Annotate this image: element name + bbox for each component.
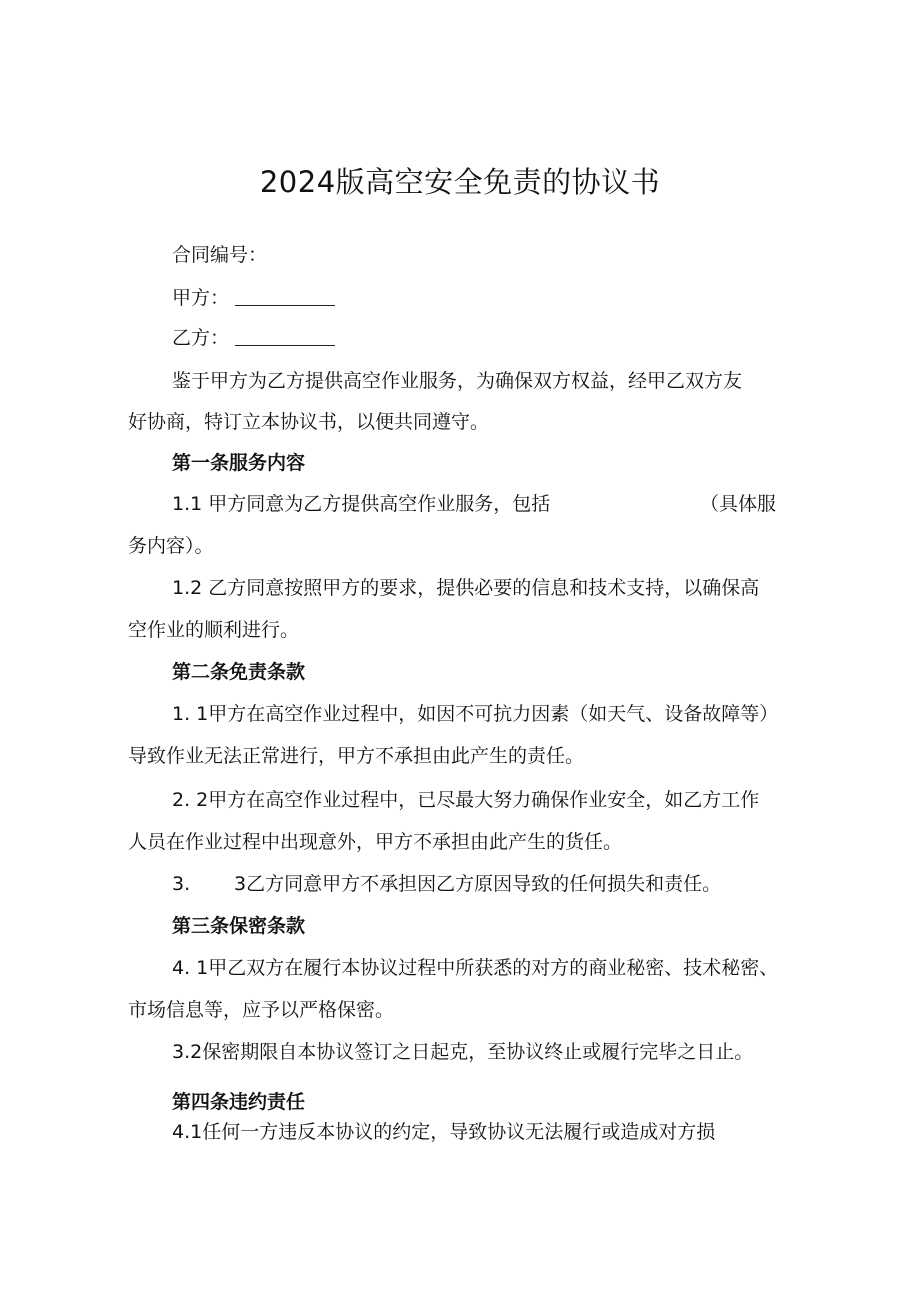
clause-3-2-line-1: 3.2保密期限自本协议签订之日起克，至协议终止或履行完毕之日止。 [172,1041,754,1063]
clause-1-2-line-2: 空作业的顺利进行。 [128,619,300,641]
clause-4-1-line-1: 4.1任何一方违反本协议的约定，导致协议无法履行或造成对方损 [172,1121,716,1143]
clause-2-1-line-2: 导致作业无法正常进行，甲方不承担由此产生的责任。 [128,745,585,767]
intro-line-1: 鉴于甲方为乙方提供高空作业服务，为确保双方权益，经甲乙双方友 [172,370,743,392]
party-a-label: 甲方： [172,287,230,309]
party-a-row [172,286,335,310]
clause-2-3-text: 3乙方同意甲方不承担因乙方原因导致的任何损失和责任。 [234,873,722,895]
section-2-heading: 第二条免责条款 [172,661,306,683]
party-b-blank-line [235,327,335,346]
clause-3-1-line-1: 4. 1甲乙双方在履行本协议过程中所获悉的对方的商业秘密、技术秘密、 [172,957,779,979]
clause-3-1-line-2: 市场信息等，应予以严格保密。 [128,999,395,1021]
clause-1-1-line-1: 1.1 甲方同意为乙方提供高空作业服务，包括 [172,493,551,515]
clause-1-2-line-1: 1.2 乙方同意按照甲方的要求，提供必要的信息和技术支持，以确保高 [172,577,760,599]
document-title: 2024版高空安全免责的协议书 [259,165,661,199]
party-b-row [172,326,335,350]
clause-1-1-line-2: 务内容）。 [128,535,214,557]
party-b-label: 乙方： [172,327,230,349]
clause-1-1-tail: （具体服 [700,493,777,515]
clause-2-2-line-2: 人员在作业过程中出现意外，甲方不承担由此产生的货任。 [128,831,623,853]
clause-2-1-line-1: 1. 1甲方在高空作业过程中，如因不可抗力因素（如天气、设备故障等） [172,703,779,725]
clause-2-3-number: 3. [172,873,191,895]
section-1-heading: 第一条服务内容 [172,452,306,474]
party-a-blank-line [235,287,335,306]
section-3-heading: 第三条保密条款 [172,915,306,937]
section-4-heading: 第四条违约责任 [172,1091,306,1113]
clause-2-2-line-1: 2. 2甲方在高空作业过程中，已尽最大努力确保作业安全，如乙方工作 [172,789,760,811]
contract-number-label: 合同编号： [172,244,268,266]
intro-line-2: 好协商，特订立本协议书，以便共同遵守。 [128,411,490,433]
